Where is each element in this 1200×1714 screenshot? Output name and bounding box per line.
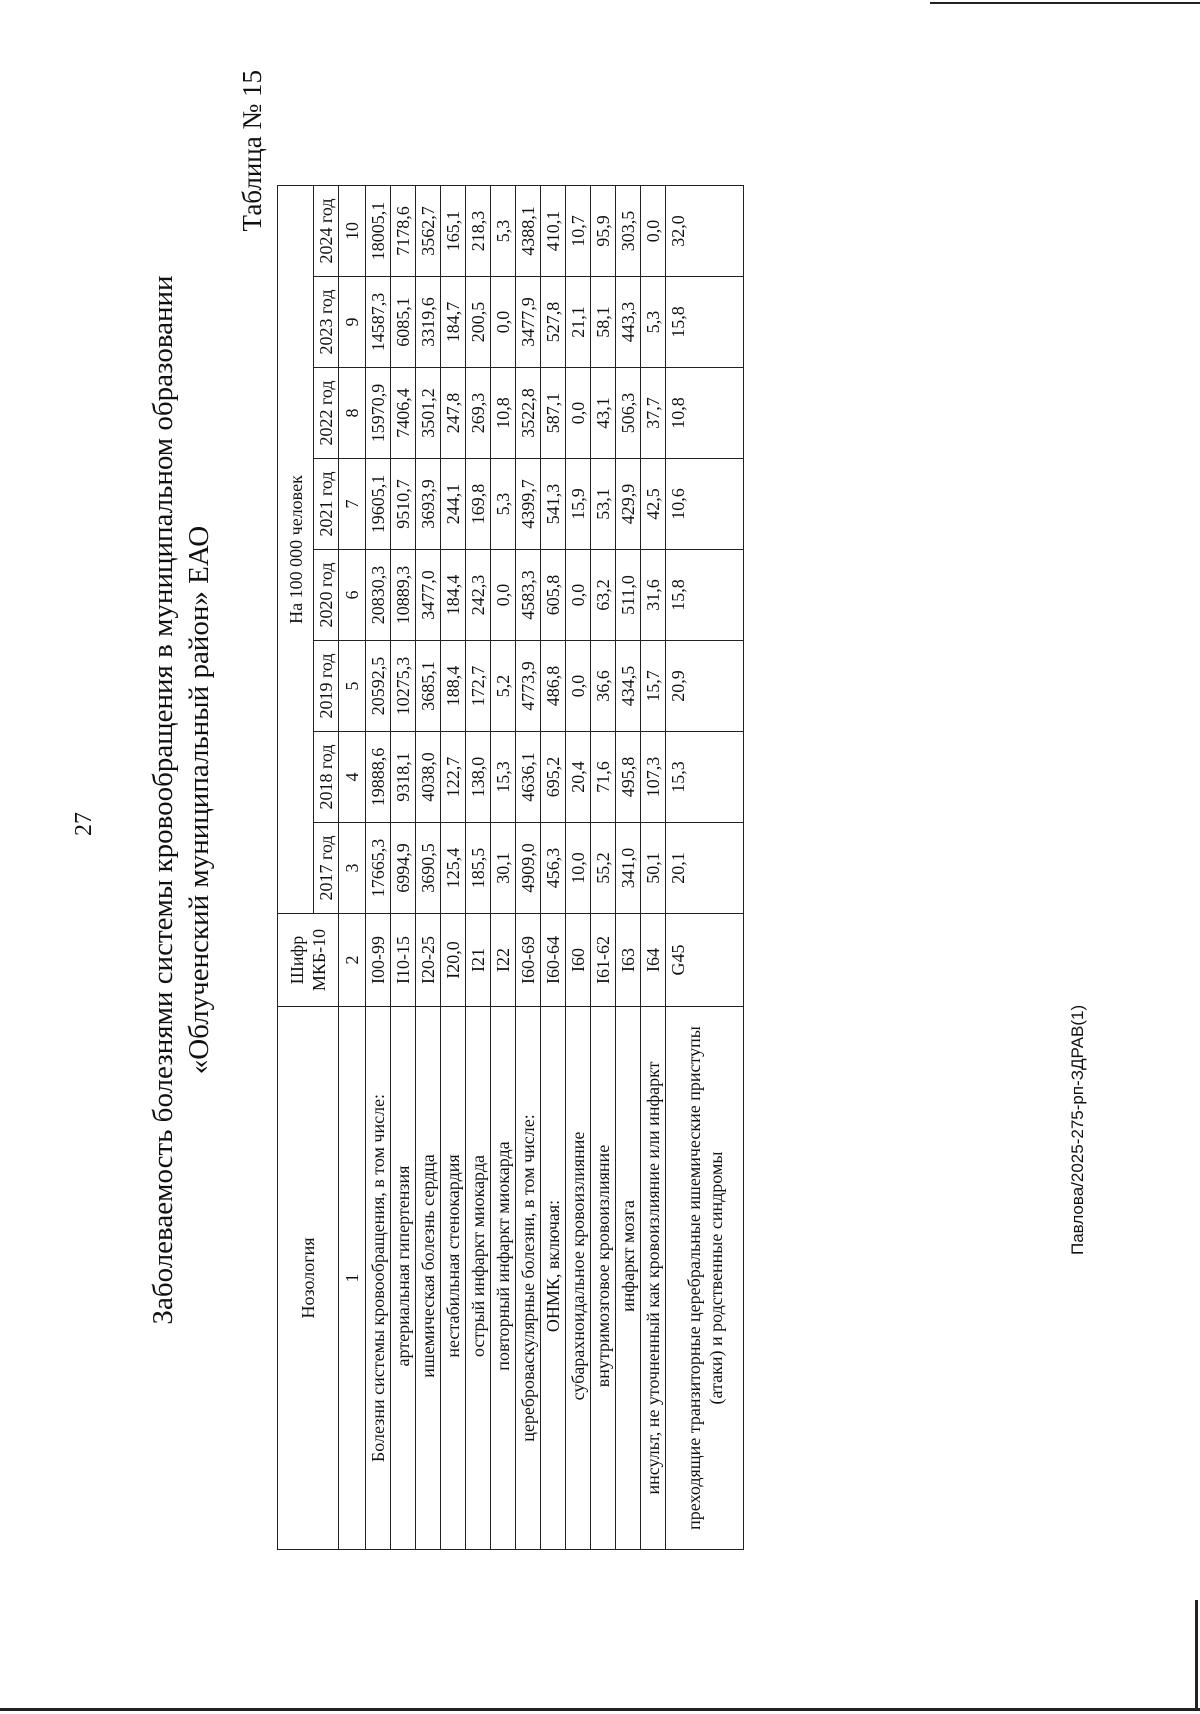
- row-value: 6994,9: [391, 823, 416, 914]
- row-value: 4388,1: [516, 186, 541, 277]
- table-row: [566, 186, 591, 1550]
- document-title: [145, 50, 217, 1550]
- table-wrapper: [277, 185, 744, 1550]
- column-number: 5: [339, 641, 366, 732]
- row-value: 5,3: [491, 459, 516, 550]
- row-value: 3319,6: [416, 277, 441, 368]
- row-value: 3685,1: [416, 641, 441, 732]
- column-number: 4: [339, 732, 366, 823]
- row-value: 3693,9: [416, 459, 441, 550]
- row-value: 429,9: [616, 459, 641, 550]
- row-value: 20,4: [566, 732, 591, 823]
- header-year: 2018 год: [314, 732, 339, 823]
- column-number: 6: [339, 550, 366, 641]
- row-value: 122,7: [441, 732, 466, 823]
- row-nozology: нестабильная стенокардия: [441, 1007, 466, 1550]
- row-value: 15970,9: [366, 368, 391, 459]
- document-reference: Павлова/2025-275-рп-ЗДРАВ(1): [1068, 1004, 1087, 1255]
- row-value: 269,3: [466, 368, 491, 459]
- row-nozology: субарахноидальное кровоизлияние: [566, 1007, 591, 1550]
- row-value: 31,6: [641, 550, 666, 641]
- row-code: I10-15: [391, 914, 416, 1007]
- title-line-2: «Облученский муниципальный район» ЕАО: [183, 525, 215, 1075]
- row-code: I60-64: [541, 914, 566, 1007]
- header-year: 2019 год: [314, 641, 339, 732]
- row-value: 20,9: [666, 641, 744, 732]
- row-value: 3522,8: [516, 368, 541, 459]
- row-value: 184,4: [441, 550, 466, 641]
- row-value: 5,3: [491, 186, 516, 277]
- row-value: 5,2: [491, 641, 516, 732]
- row-value: 244,1: [441, 459, 466, 550]
- header-year: 2017 год: [314, 823, 339, 914]
- title-line-1: Заболеваемость болезнями системы кровообращения в муниципальном образовании: [147, 275, 179, 1325]
- row-value: 434,5: [616, 641, 641, 732]
- row-value: 19888,6: [366, 732, 391, 823]
- row-value: 17665,3: [366, 823, 391, 914]
- row-nozology: преходящие транзиторные церебральные ишемические приступы (атаки) и родственные синдромы: [666, 1007, 744, 1550]
- row-value: 55,2: [591, 823, 616, 914]
- row-value: 247,8: [441, 368, 466, 459]
- row-value: 0,0: [566, 641, 591, 732]
- header-code: Шифр МКБ-10: [278, 914, 339, 1007]
- row-value: 10889,3: [391, 550, 416, 641]
- row-value: 456,3: [541, 823, 566, 914]
- table-row: [591, 186, 616, 1550]
- row-value: 172,7: [466, 641, 491, 732]
- table-row: [391, 186, 416, 1550]
- row-nozology: инсульт, не уточненный как кровоизлияние или инфаркт: [641, 1007, 666, 1550]
- header-group: На 100 000 человек: [278, 186, 314, 914]
- column-number: 8: [339, 368, 366, 459]
- row-value: 71,6: [591, 732, 616, 823]
- header-nozology: Нозология: [278, 1007, 339, 1550]
- column-number: 2: [339, 914, 366, 1007]
- row-value: 10,0: [566, 823, 591, 914]
- row-value: 3562,7: [416, 186, 441, 277]
- column-number: 7: [339, 459, 366, 550]
- row-nozology: инфаркт мозга: [616, 1007, 641, 1550]
- row-nozology: ОНМК, включая:: [541, 1007, 566, 1550]
- row-value: 63,2: [591, 550, 616, 641]
- row-value: 165,1: [441, 186, 466, 277]
- row-value: 218,3: [466, 186, 491, 277]
- row-value: 15,3: [666, 732, 744, 823]
- row-value: 107,3: [641, 732, 666, 823]
- header-year: 2020 год: [314, 550, 339, 641]
- column-number: 10: [339, 186, 366, 277]
- row-value: 15,8: [666, 550, 744, 641]
- row-value: 95,9: [591, 186, 616, 277]
- rotated-page-content: [145, 0, 1200, 1550]
- table-row: [416, 186, 441, 1550]
- row-value: 37,7: [641, 368, 666, 459]
- row-value: 138,0: [466, 732, 491, 823]
- table-body: [366, 186, 744, 1550]
- row-value: 4636,1: [516, 732, 541, 823]
- row-value: 10275,3: [391, 641, 416, 732]
- row-nozology: острый инфаркт миокарда: [466, 1007, 491, 1550]
- column-number: 3: [339, 823, 366, 914]
- table-row: [466, 186, 491, 1550]
- row-value: 10,7: [566, 186, 591, 277]
- row-value: 200,5: [466, 277, 491, 368]
- row-value: 605,8: [541, 550, 566, 641]
- row-value: 20592,5: [366, 641, 391, 732]
- row-nozology: цереброваскулярные болезни, в том числе:: [516, 1007, 541, 1550]
- row-value: 5,3: [641, 277, 666, 368]
- row-value: 15,7: [641, 641, 666, 732]
- row-value: 10,6: [666, 459, 744, 550]
- table-row: [541, 186, 566, 1550]
- row-value: 14587,3: [366, 277, 391, 368]
- row-value: 9318,1: [391, 732, 416, 823]
- row-code: I00-99: [366, 914, 391, 1007]
- row-value: 0,0: [566, 550, 591, 641]
- row-value: 242,3: [466, 550, 491, 641]
- scan-edge-right: [1195, 1600, 1198, 1710]
- row-value: 4038,0: [416, 732, 441, 823]
- row-value: 36,6: [591, 641, 616, 732]
- row-code: I64: [641, 914, 666, 1007]
- header-year: 2021 год: [314, 459, 339, 550]
- row-value: 495,8: [616, 732, 641, 823]
- row-value: 0,0: [491, 550, 516, 641]
- column-number: 9: [339, 277, 366, 368]
- row-value: 20830,3: [366, 550, 391, 641]
- row-nozology: артериальная гипертензия: [391, 1007, 416, 1550]
- row-value: 169,8: [466, 459, 491, 550]
- header-year: 2024 год: [314, 186, 339, 277]
- row-value: 15,8: [666, 277, 744, 368]
- row-value: 21,1: [566, 277, 591, 368]
- table-row: [441, 186, 466, 1550]
- column-number: 1: [339, 1007, 366, 1550]
- row-value: 3690,5: [416, 823, 441, 914]
- row-value: 4399,7: [516, 459, 541, 550]
- table-row: [616, 186, 641, 1550]
- row-value: 20,1: [666, 823, 744, 914]
- row-value: 527,8: [541, 277, 566, 368]
- table-row: [666, 186, 744, 1550]
- row-value: 486,8: [541, 641, 566, 732]
- row-value: 4773,9: [516, 641, 541, 732]
- row-value: 32,0: [666, 186, 744, 277]
- header-year: 2022 год: [314, 368, 339, 459]
- row-value: 9510,7: [391, 459, 416, 550]
- row-value: 0,0: [641, 186, 666, 277]
- row-value: 7406,4: [391, 368, 416, 459]
- row-value: 50,1: [641, 823, 666, 914]
- table-row: [366, 186, 391, 1550]
- row-value: 6085,1: [391, 277, 416, 368]
- row-nozology: Болезни системы кровообращения, в том числе:: [366, 1007, 391, 1550]
- row-value: 0,0: [491, 277, 516, 368]
- row-value: 10,8: [666, 368, 744, 459]
- row-code: I21: [466, 914, 491, 1007]
- row-value: 3477,0: [416, 550, 441, 641]
- row-value: 587,1: [541, 368, 566, 459]
- row-value: 3477,9: [516, 277, 541, 368]
- row-value: 4909,0: [516, 823, 541, 914]
- row-value: 184,7: [441, 277, 466, 368]
- row-value: 18005,1: [366, 186, 391, 277]
- row-code: I60-69: [516, 914, 541, 1007]
- row-value: 19605,1: [366, 459, 391, 550]
- row-value: 43,1: [591, 368, 616, 459]
- row-value: 511,0: [616, 550, 641, 641]
- row-value: 410,1: [541, 186, 566, 277]
- row-value: 4583,3: [516, 550, 541, 641]
- row-value: 58,1: [591, 277, 616, 368]
- row-value: 443,3: [616, 277, 641, 368]
- row-value: 695,2: [541, 732, 566, 823]
- row-code: I60: [566, 914, 591, 1007]
- table-number: Таблица № 15: [237, 70, 267, 232]
- row-value: 7178,6: [391, 186, 416, 277]
- morbidity-table: [277, 185, 744, 1550]
- table-row: [641, 186, 666, 1550]
- row-value: 30,1: [491, 823, 516, 914]
- row-value: 188,4: [441, 641, 466, 732]
- row-nozology: повторный инфаркт миокарда: [491, 1007, 516, 1550]
- row-nozology: внутримозговое кровоизлияние: [591, 1007, 616, 1550]
- row-value: 3501,2: [416, 368, 441, 459]
- scan-edge-bottom: [0, 1708, 1200, 1711]
- row-value: 42,5: [641, 459, 666, 550]
- row-code: I61-62: [591, 914, 616, 1007]
- table-row: [516, 186, 541, 1550]
- row-code: G45: [666, 914, 744, 1007]
- row-value: 541,3: [541, 459, 566, 550]
- header-year: 2023 год: [314, 277, 339, 368]
- row-nozology: ишемическая болезнь сердца: [416, 1007, 441, 1550]
- row-value: 125,4: [441, 823, 466, 914]
- row-value: 0,0: [566, 368, 591, 459]
- row-value: 10,8: [491, 368, 516, 459]
- row-value: 15,3: [491, 732, 516, 823]
- page-number: 27: [71, 812, 97, 836]
- row-value: 341,0: [616, 823, 641, 914]
- row-code: I22: [491, 914, 516, 1007]
- row-code: I63: [616, 914, 641, 1007]
- row-value: 15,9: [566, 459, 591, 550]
- row-value: 53,1: [591, 459, 616, 550]
- row-value: 303,5: [616, 186, 641, 277]
- row-value: 185,5: [466, 823, 491, 914]
- row-code: I20-25: [416, 914, 441, 1007]
- row-code: I20,0: [441, 914, 466, 1007]
- row-value: 506,3: [616, 368, 641, 459]
- table-row: [491, 186, 516, 1550]
